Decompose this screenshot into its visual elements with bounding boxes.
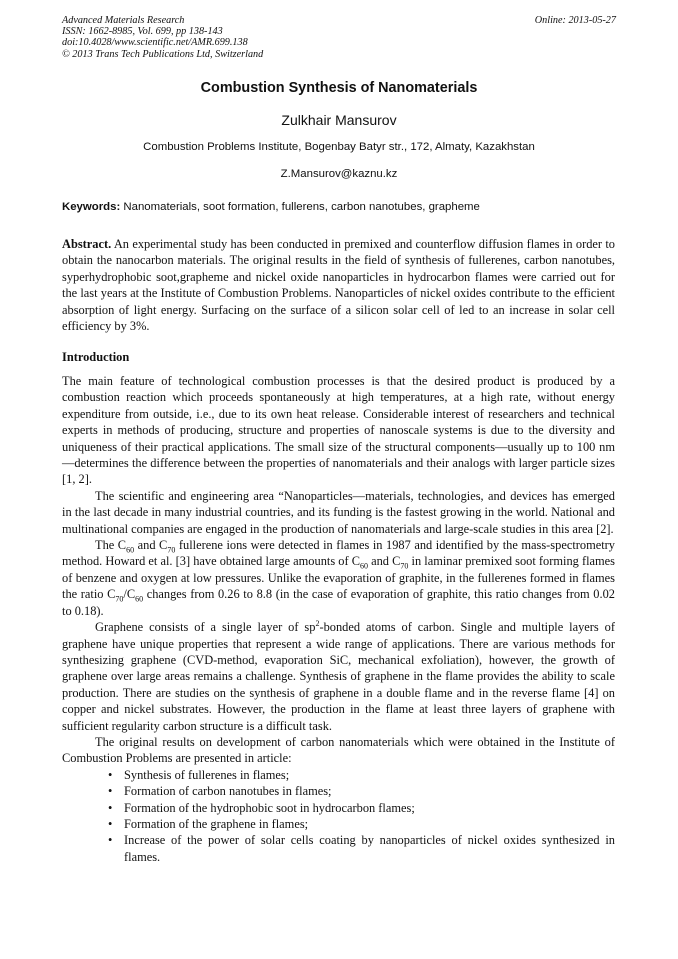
bullet-icon: • (108, 784, 113, 799)
section-heading-introduction: Introduction (62, 350, 130, 364)
intro-paragraph-3: The $C_{60}$ and $C_{70}$ fullerene ions were detected in flames in 1987 and identified by the mass-spectrometry method. Howard et al. [3] have obtained large amounts of $C_{60}$ and $C_{70}$ in laminar premixed soot forming flames of benzene and oxygen at low pressures. Unlike the evaporation of graphite, in the fullerenes formed in flames the ratio $C_{70}/C_{60}$ changes from 0.26 to 8.8 (in the case of evaporation of graphite, this ratio changes from 0.02 to 0.18). (62, 538, 615, 618)
abstract (62, 236, 615, 334)
affiliation: Combustion Problems Institute, Bogenbay Batyr str., 172, Almaty, Kazakhstan (143, 141, 535, 153)
intro-paragraph-1: The main feature of technological combustion processes is that the desired product is produced by a combustion reaction which proceeds spontaneously at high temperatures, at a high rate, without energy expenditure from outside, i.e., due to its own heat release. Considerable interest of researchers and technical experts in methods of producing, structure and properties of nanoscale systems is due to the diversity and uniqueness of their practical applications. The small size of the structural components—usually up to 100 nm—determines the difference between the properties of nanomaterials and their analogs with larger particle sizes [1, 2]. (62, 374, 615, 487)
introduction-body (62, 373, 615, 865)
bullet-icon: • (108, 800, 113, 815)
abstract-label: Abstract. (62, 237, 112, 251)
intro-paragraph-2: The scientific and engineering area “Nanoparticles—materials, technologies, and devices has emerged in the last decade in many industrial countries, and its funding is the fastest growing in the world. National and multinational companies are engaged in the production of nanomaterials and large-scale studies in this area [2]. (62, 488, 615, 536)
keywords-label: Keywords: (62, 201, 121, 213)
journal-header (62, 15, 263, 60)
list-item: • Synthesis of fullerenes in flames; (108, 767, 290, 782)
list-item: • Formation of carbon nanotubes in flames; (108, 784, 332, 799)
abstract-text: An experimental study has been conducted in premixed and counterflow diffusion flames in order to obtain the nanocarbon materials. The original results in the field of synthesis of fullerenes, carbon nanotubes, syperhydrophobic soot,grapheme and nickel oxide nanoparticles in hydrocarbon flames were carried out for the last years at the Institute of Combustion Problems. Nanoparticles of nickel oxides contribute to the efficient absorption of light energy. Surfacing on the surface of a silicon solar cell of led to an increase in solar cell efficiency by 3%. (62, 237, 615, 334)
intro-paragraph-5: The original results on development of carbon nanomaterials which were obtained in the Institute of Combustion Problems are presented in article: (62, 734, 615, 766)
list-item: • Formation of the graphene in flames; (108, 816, 309, 831)
online-date: Online: 2013-05-27 (534, 15, 616, 26)
journal-copyright: © 2013 Trans Tech Publications Ltd, Switzerland (62, 48, 264, 60)
author-email[interactable]: Z.Mansurov@kaznu.kz (280, 168, 398, 180)
author-name: Zulkhair Mansurov (281, 112, 397, 128)
journal-name: Advanced Materials Research (62, 15, 185, 26)
journal-doi[interactable]: doi:10.4028/www.scientific.net/AMR.699.138 (62, 37, 248, 49)
keywords-text: Nanomaterials, soot formation, fullerens, carbon nanotubes, grapheme (123, 201, 480, 213)
bullet-icon: • (108, 833, 113, 848)
paper-title: Combustion Synthesis of Nanomaterials (200, 80, 478, 96)
journal-issn: ISSN: 1662-8985, Vol. 699, pp 138-143 (62, 26, 223, 38)
intro-paragraph-4: Graphene consists of a single layer of $sp^2$-bonded atoms of carbon. Single and multiple layers of graphene have unique properties that represent a wide range of applications. There are various methods for synthesizing graphene (CVD-method, evaporation SiC, mechanical exfoliation), however, the growth of graphene over large areas remains a challenge. Synthesis of graphene in the flame provides the ability to scale production. There are studies on the synthesis of graphene in a double flame and in the reverse flame [4] on copper and nickel substrates. However, the production in the flame at least three layers of graphene with sufficient regularity carbon structure is a difficult task. (62, 618, 616, 733)
list-item: • Increase of the power of solar cells coating by nanoparticles of nickel oxides synthesized in flames. (108, 833, 615, 864)
list-item: • Formation of the hydrophobic soot in hydrocarbon flames; (108, 800, 415, 815)
bullet-icon: • (108, 816, 113, 831)
bullet-icon: • (108, 767, 113, 782)
keywords (62, 201, 480, 213)
results-list (62, 767, 615, 865)
